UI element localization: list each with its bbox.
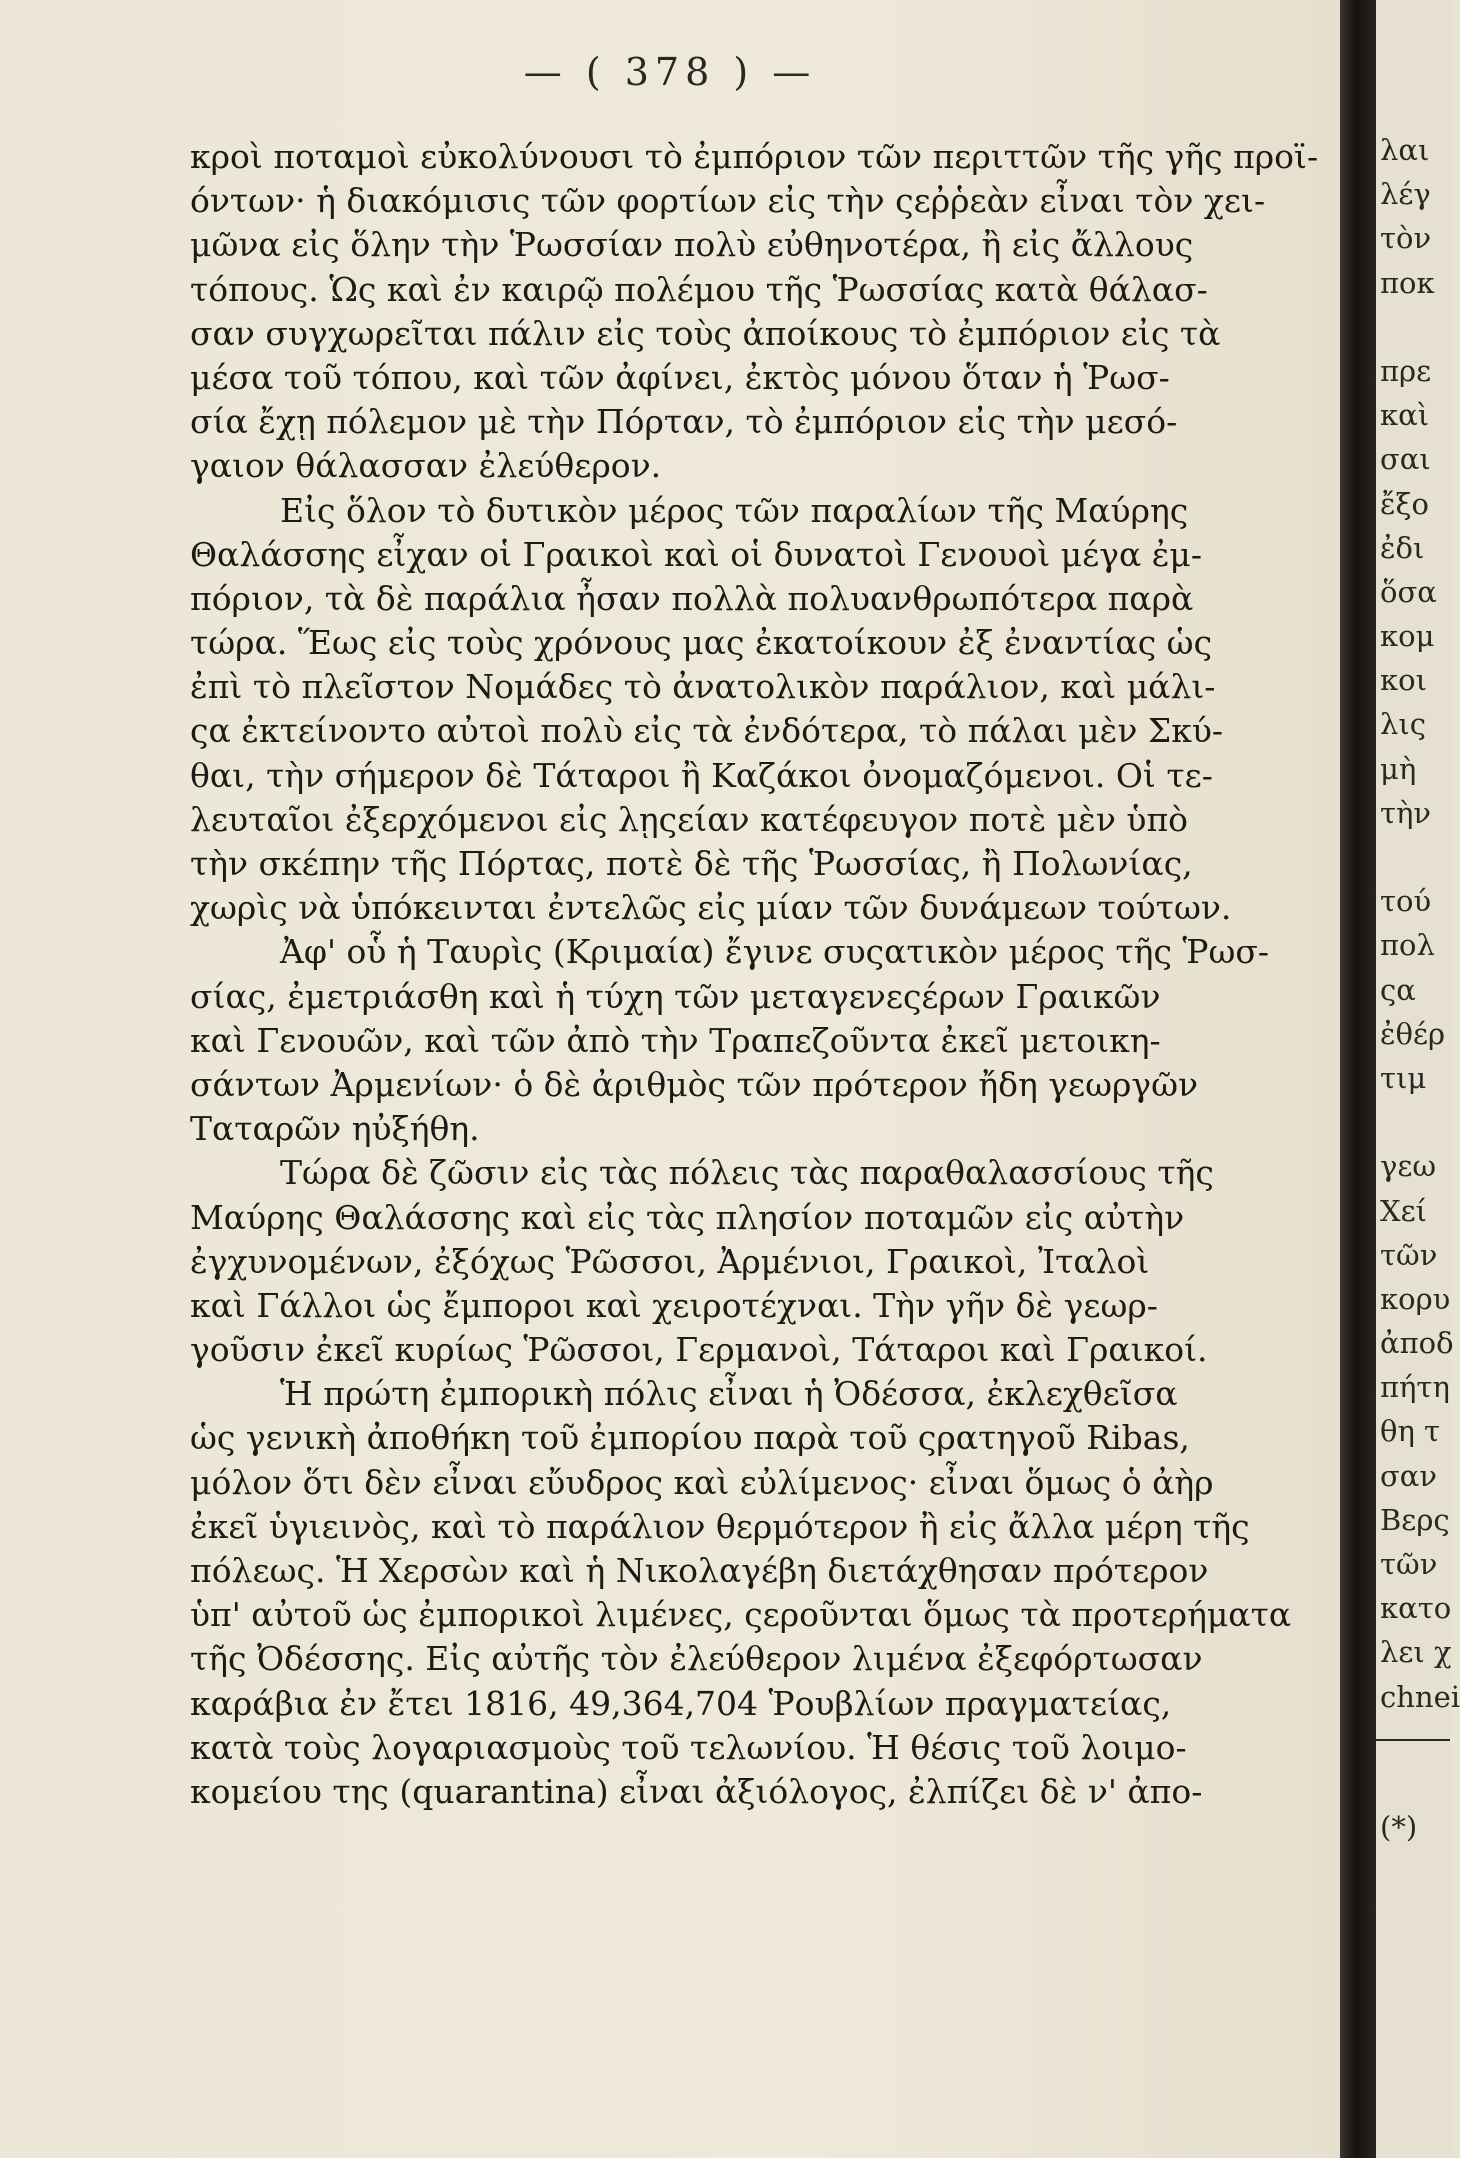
text-line: ἐγχυνομένων, ἐξόχως Ῥῶσσοι, Ἀρμένιοι, Γραικοὶ, Ἰταλοὶ [190,1241,1150,1281]
text-line: μόλον ὅτι δὲν εἶναι εὔυδρος καὶ εὐλίμενος· εἶναι ὅμως ὁ ἀὴρ [190,1462,1214,1502]
text-line: πόλεως. Ἡ Χερσὼν καὶ ἡ Νικολαγέβη διετάχθησαν πρότερον [190,1551,1209,1590]
text-line: μέσα τοῦ τόπου, καὶ τῶν ἀφίνει, ἐκτὸς μόνου ὅταν ἡ Ῥωσ- [190,357,1170,397]
paragraph-start-line: Τώρα δὲ ζῶσιν εἰς τὰς πόλεις τὰς παραθαλασσίους τῆς [280,1153,1214,1193]
text-line: κομείου της (quarantina) εἶναι ἀξιόλογος, ἐλπίζει δὲ ν' ἀπο- [190,1771,1203,1811]
edge-fragment: ἐθέρ [1380,1016,1446,1051]
edge-footnote-marker: (*) [1380,1809,1418,1844]
edge-fragment: μὴ [1380,751,1417,786]
edge-fragment: γεω [1380,1149,1437,1184]
book-gutter [1340,0,1376,2158]
edge-fragment: λαι [1380,133,1430,167]
edge-fragment [1376,835,1450,879]
edge-fragment: λει χ [1380,1635,1452,1670]
edge-fragment: λις [1380,707,1426,742]
edge-fragment [1376,305,1450,349]
text-line: σάντων Ἀρμενίων· ὁ δὲ ἀριθμὸς τῶν πρότερον ἤδη γεωργῶν [190,1064,1199,1104]
edge-fragment [1376,1100,1450,1144]
edge-fragment: κορυ [1380,1281,1451,1316]
edge-fragment: ποκ [1380,265,1435,300]
text-line: γοῦσιν ἐκεῖ κυρίως Ῥῶσσοι, Γερμανοὶ, Τάταροι καὶ Γραικοί. [190,1330,1208,1370]
text-line: χωρὶς νὰ ὑπόκεινται ἐντελῶς εἰς μίαν τῶν δυνάμεων τούτων. [190,888,1232,928]
text-line: τῆς Ὀδέσσης. Εἰς αὐτῆς τὸν ἐλεύθερον λιμένα ἐξεφόρτωσαν [190,1639,1203,1679]
edge-fragment: ἐδι [1380,530,1425,565]
adjacent-page-edge [1376,0,1460,2158]
paragraph-start-line: Ἡ πρώτη ἐμπορικὴ πόλις εἶναι ἡ Ὀδέσσα, ἐκλεχθεῖσα [280,1374,1178,1414]
text-line: κατὰ τοὺς λογαριασμοὺς τοῦ τελωνίου. Ἡ θέσις τοῦ λοιμο- [190,1727,1187,1767]
edge-fragment: ἀποδ [1380,1326,1454,1361]
text-line: κροὶ ποταμοὶ εὐκολύνουσι τὸ ἐμπόριον τῶν περιττῶν τῆς γῆς προϊ- [190,137,1319,176]
edge-fragment: κατο [1380,1591,1452,1626]
text-line: μῶνα εἰς ὅλην τὴν Ῥωσσίαν πολὺ εὐθηνοτέρα, ἢ εἰς ἄλλους [190,225,1194,265]
text-line: σία ἔχῃ πόλεμον μὲ τὴν Πόρταν, τὸ ἐμπόριον εἰς τὴν μεσό- [190,402,1178,442]
edge-fragment: κοι [1380,663,1427,698]
edge-fragment: τῶν [1380,1547,1438,1581]
text-line: Μαύρης Θαλάσσης καὶ εἰς τὰς πλησίον ποταμῶν εἰς αὐτὴν [190,1197,1185,1237]
text-line: Ταταρῶν ηὐξήθη. [190,1109,480,1149]
page-number: — ( 378 ) — [523,50,817,94]
text-line: ἐπὶ τὸ πλεῖστον Νομάδες τὸ ἀνατολικὸν παράλιον, καὶ μάλι- [190,667,1216,707]
text-line: θαι, τὴν σήμερον δὲ Τάταροι ἢ Καζάκοι ὀνομαζόμενοι. Οἱ τε- [190,755,1213,795]
edge-fragment: λέγ [1380,177,1431,212]
footnote-rule [1376,1739,1450,1741]
edge-fragment: ςα [1380,972,1416,1007]
edge-fragment: κομ [1380,619,1435,654]
text-line: καράβια ἐν ἔτει 1816, 49,364,704 Ῥουβλίων πραγματείας, [190,1683,1172,1723]
paragraph-start-line: Εἰς ὅλον τὸ δυτικὸν μέρος τῶν παραλίων τῆς Μαύρης [280,490,1189,530]
text-line: τὴν σκέπην τῆς Πόρτας, ποτὲ δὲ τῆς Ῥωσσίας, ἢ Πολωνίας, [190,844,1193,883]
edge-fragment: τὸν [1380,221,1432,256]
edge-fragment: τῶν [1380,1237,1438,1272]
text-line: ὑπ' αὐτοῦ ὡς ἐμπορικοὶ λιμένες, ςεροῦνται ὅμως τὰ προτερήματα [190,1595,1292,1635]
edge-fragment: Βερς [1380,1502,1450,1537]
edge-fragment: πήτη [1380,1370,1450,1405]
text-line: γαιον θάλασσαν ἐλεύθερον. [190,446,662,486]
edge-fragment: καὶ [1380,398,1430,433]
text-line: ςα ἐκτείνοντο αὐτοὶ πολὺ εἰς τὰ ἐνδότερα, τὸ πάλαι μὲν Σκύ- [190,711,1224,751]
text-line: σίας, ἐμετριάσθη καὶ ἡ τύχη τῶν μεταγενεςέρων Γραικῶν [190,976,1161,1016]
edge-fragment: τιμ [1380,1060,1427,1095]
text-line: τώρα. Ἕως εἰς τοὺς χρόνους μας ἐκατοίκουν ἐξ ἐναντίας ὡς [190,623,1213,663]
text-line: λευταῖοι ἐξερχόμενοι εἰς λῃςείαν κατέφευγον ποτὲ μὲν ὑπὸ [190,799,1189,839]
edge-fragment: τού [1380,884,1432,919]
edge-fragment: σαι [1380,442,1431,477]
text-line: Θαλάσσης εἶχαν οἱ Γραικοὶ καὶ οἱ δυνατοὶ Γενουοὶ μέγα ἐμ- [190,534,1203,574]
paragraph-start-line: Ἀφ' οὗ ἡ Ταυρὶς (Κριμαία) ἔγινε συςατικὸν μέρος τῆς Ῥωσ- [280,932,1270,972]
text-line: όντων· ἡ διακόμισις τῶν φορτίων εἰς τὴν ςεῤῥεὰν εἶναι τὸν χει- [190,181,1266,221]
text-line: ἐκεῖ ὑγιεινὸς, καὶ τὸ παράλιον θερμότερον ἢ εἰς ἄλλα μέρη τῆς [190,1506,1250,1546]
text-line: καὶ Γενουῶν, καὶ τῶν ἀπὸ τὴν Τραπεζοῦντα ἐκεῖ μετοικη- [190,1020,1161,1060]
text-line: τόπους. Ὡς καὶ ἐν καιρῷ πολέμου τῆς Ῥωσσίας κατὰ θάλασ- [190,269,1208,309]
body-text [190,135,1319,1814]
edge-fragment: ἔξο [1380,486,1429,521]
text-line: καὶ Γάλλοι ὡς ἔμποροι καὶ χειροτέχναι. Τὴν γῆν δὲ γεωρ- [190,1285,1158,1325]
edge-fragment: πολ [1380,928,1435,963]
text-line: πόριον, τὰ δὲ παράλια ἦσαν πολλὰ πολυανθρωπότερα παρὰ [190,578,1194,618]
edge-fragment: τὴν [1380,795,1432,830]
edge-fragment: Χεί [1380,1193,1428,1228]
edge-fragment: ὅσα [1380,574,1437,609]
edge-fragment: πρε [1380,353,1432,388]
edge-fragment [1376,1761,1450,1805]
edge-fragment: chnei [1380,1679,1460,1714]
text-line: σαν συγχωρεῖται πάλιν εἰς τοὺς ἀποίκους τὸ ἐμπόριον εἰς τὰ [190,313,1221,353]
text-line: ὡς γενικὴ ἀποθήκη τοῦ ἐμπορίου παρὰ τοῦ ςρατηγοῦ Ribas, [190,1418,1190,1458]
edge-fragment: θη τ [1380,1414,1441,1449]
edge-fragment: σαν [1380,1458,1438,1493]
